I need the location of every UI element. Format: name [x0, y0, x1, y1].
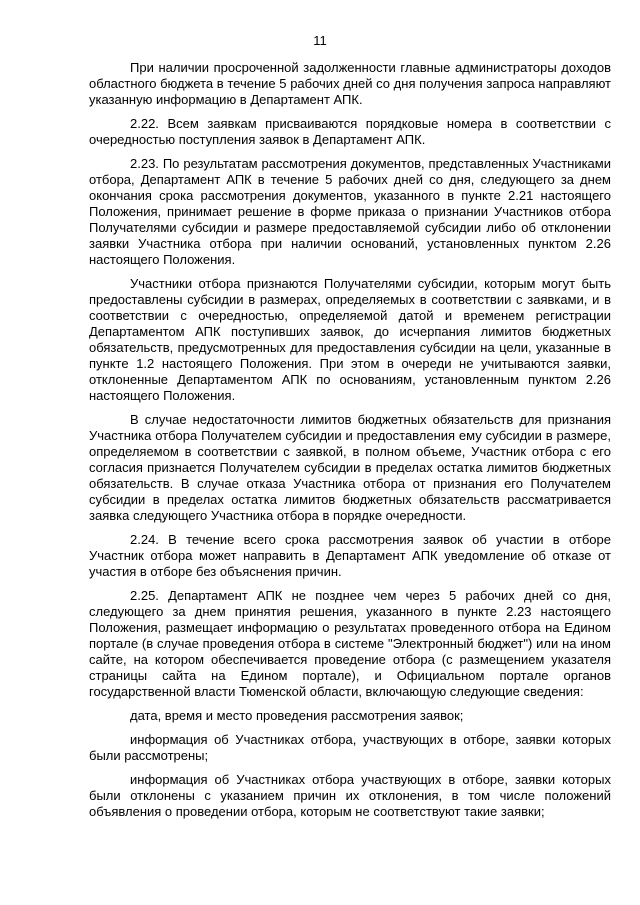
- document-body: [89, 60, 611, 828]
- page-number: 11: [313, 33, 327, 48]
- paragraph: 2.23. По результатам рассмотрения документов, представленных Участниками отбора, Департамент АПК в течение 5 рабочих дней со дня, следующего за днем окончания срока рассмотрения документов, указанного в пункте 2.21 настоящего Положения, принимает решение в форме приказа о признании Участников отбора Получателями субсидии и размере предоставляемой субсидии либо об отклонении заявки Участника отбора при наличии оснований, установленных пунктом 2.26 настоящего Положения.: [89, 156, 611, 267]
- paragraph: 2.25. Департамент АПК не позднее чем через 5 рабочих дней со дня, следующего за днем принятия решения, указанного в пункте 2.23 настоящего Положения, размещает информацию о результатах проведенного отбора на Едином портале (в случае проведения отбора в системе "Электронный бюджет") или на ином сайте, на котором обеспечивается проведение отбора (с размещением указателя страницы сайта на Едином портале), и Официальном портале органов государственной власти Тюменской области, включающую следующие сведения:: [89, 588, 611, 699]
- list-item: информация об Участниках отбора участвующих в отборе, заявки которых были отклонены с указанием причин их отклонения, в том числе положений объявления о проведении отбора, которым не соответствуют такие заявки;: [89, 772, 611, 819]
- paragraph: 2.22. Всем заявкам присваиваются порядковые номера в соответствии с очередностью поступления заявок в Департамент АПК.: [89, 116, 611, 147]
- list-item: дата, время и место проведения рассмотрения заявок;: [130, 708, 464, 723]
- paragraph: 2.24. В течение всего срока рассмотрения заявок об участии в отборе Участник отбора может направить в Департамент АПК уведомление об отказе от участия в отборе без объяснения причин.: [89, 532, 611, 579]
- paragraph: При наличии просроченной задолженности главные администраторы доходов областного бюджета в течение 5 рабочих дней со дня получения запроса направляют указанную информацию в Департамент АПК.: [89, 60, 611, 107]
- list-item: информация об Участниках отбора, участвующих в отборе, заявки которых были рассмотрены;: [89, 732, 611, 763]
- paragraph: Участники отбора признаются Получателями субсидии, которым могут быть предоставлены субсидии в размерах, определяемых в соответствии с заявками, и в соответствии с очередностью, определяемой датой и временем регистрации Департаментом АПК поступивших заявок, до исчерпания лимитов бюджетных обязательств, предусмотренных для предоставления субсидии на цели, указанные в пункте 1.2 настоящего Положения. При этом в очереди не учитываются заявки, отклоненные Департаментом АПК по основаниям, установленным пунктом 2.26 настоящего Положения.: [89, 276, 611, 403]
- paragraph: В случае недостаточности лимитов бюджетных обязательств для признания Участника отбора Получателем субсидии и предоставления ему субсидии в размере, определяемом в соответствии с заявкой, в полном объеме, Участник отбора с его согласия признается Получателем субсидии в пределах остатка лимитов бюджетных обязательств. В случае отказа Участника отбора от признания его Получателем субсидии в пределах остатка лимитов бюджетных обязательств рассматривается заявка следующего Участника отбора в порядке очередности.: [89, 412, 611, 523]
